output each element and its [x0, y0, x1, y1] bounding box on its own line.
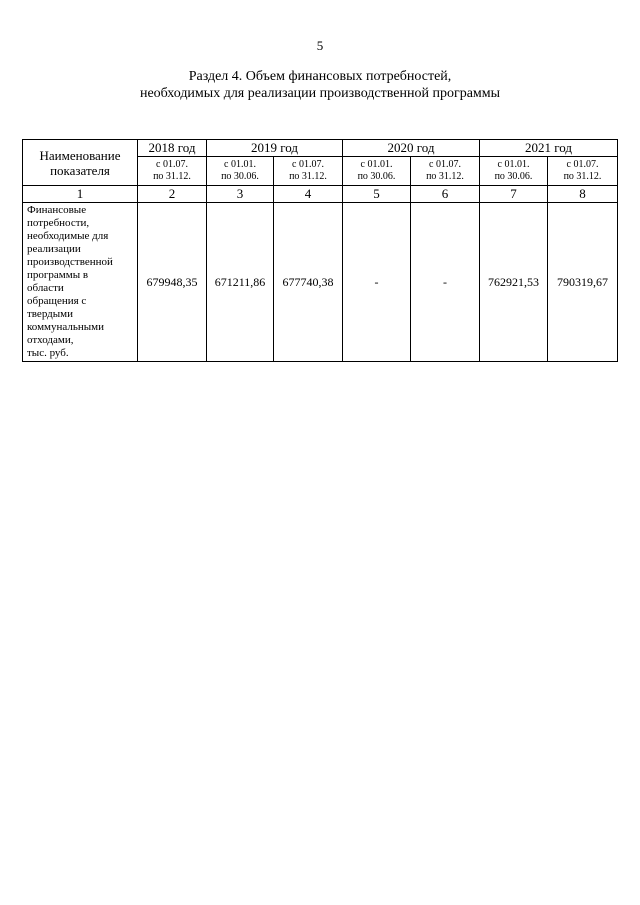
indicator-name-header-line-2: показателя: [50, 162, 110, 178]
period-header: [411, 157, 480, 186]
period-start: с 01.01.: [497, 159, 530, 170]
period-start: с 01.01.: [360, 159, 393, 170]
period-start: с 01.07.: [156, 159, 188, 170]
period-end: по 31.12.: [426, 171, 464, 182]
period-end: по 31.12.: [563, 171, 602, 182]
indicator-label-line: Финансовые: [27, 204, 87, 216]
indicator-label-line: отходами,: [27, 334, 74, 346]
year-header-2018: 2018 год: [138, 140, 207, 157]
value-cell: 677740,38: [274, 203, 343, 362]
value-cell: -: [411, 203, 480, 362]
period-header: [274, 157, 343, 186]
column-number: 2: [138, 186, 207, 203]
value-cell: 679948,35: [138, 203, 207, 362]
year-header-2021: 2021 год: [480, 140, 618, 157]
period-start: с 01.07.: [429, 159, 461, 170]
indicator-label-line: области: [27, 282, 64, 294]
indicator-label-line: производственной: [27, 256, 113, 268]
indicator-label-line: обращения с: [27, 295, 87, 307]
period-end: по 30.06.: [221, 171, 259, 182]
indicator-label-line: потребности,: [27, 217, 90, 229]
indicator-label-line: коммунальными: [27, 321, 104, 333]
column-number: 4: [274, 186, 343, 203]
value-cell: 671211,86: [207, 203, 274, 362]
year-header-2020: 2020 год: [343, 140, 480, 157]
period-start: с 01.07.: [292, 159, 324, 170]
period-start: с 01.07.: [566, 159, 599, 170]
section-title: [0, 68, 640, 102]
column-number: 1: [23, 186, 138, 203]
financial-needs-table: [22, 139, 618, 362]
value-cell: 762921,53: [480, 203, 548, 362]
period-end: по 31.12.: [289, 171, 327, 182]
indicator-label-line: твердыми: [27, 308, 74, 320]
indicator-label-line: тыс. руб.: [27, 347, 69, 359]
value-cell: -: [343, 203, 411, 362]
period-header: [480, 157, 548, 186]
period-end: по 31.12.: [153, 171, 191, 182]
indicator-name-header-line-1: Наименование: [39, 147, 121, 163]
column-number: 7: [480, 186, 548, 203]
period-start: с 01.01.: [224, 159, 256, 170]
column-number: 6: [411, 186, 480, 203]
column-number: 8: [548, 186, 618, 203]
year-header-2019: 2019 год: [207, 140, 343, 157]
indicator-label-line: необходимые для: [27, 230, 109, 242]
period-header: [138, 157, 207, 186]
table-row: [23, 203, 618, 362]
period-end: по 30.06.: [494, 171, 533, 182]
period-header: [207, 157, 274, 186]
column-number: 3: [207, 186, 274, 203]
period-header: [548, 157, 618, 186]
value-cell: 790319,67: [548, 203, 618, 362]
indicator-label-line: программы в: [27, 269, 89, 281]
page-number: 5: [316, 38, 324, 53]
period-end: по 30.06.: [357, 171, 396, 182]
period-header: [343, 157, 411, 186]
section-title-line-1: Раздел 4. Объем финансовых потребностей,: [188, 69, 452, 84]
indicator-label: [23, 203, 138, 362]
section-title-line-2: необходимых для реализации производственной программы: [139, 86, 501, 101]
indicator-name-header: [23, 140, 138, 186]
indicator-label-line: реализации: [27, 243, 81, 255]
column-number: 5: [343, 186, 411, 203]
